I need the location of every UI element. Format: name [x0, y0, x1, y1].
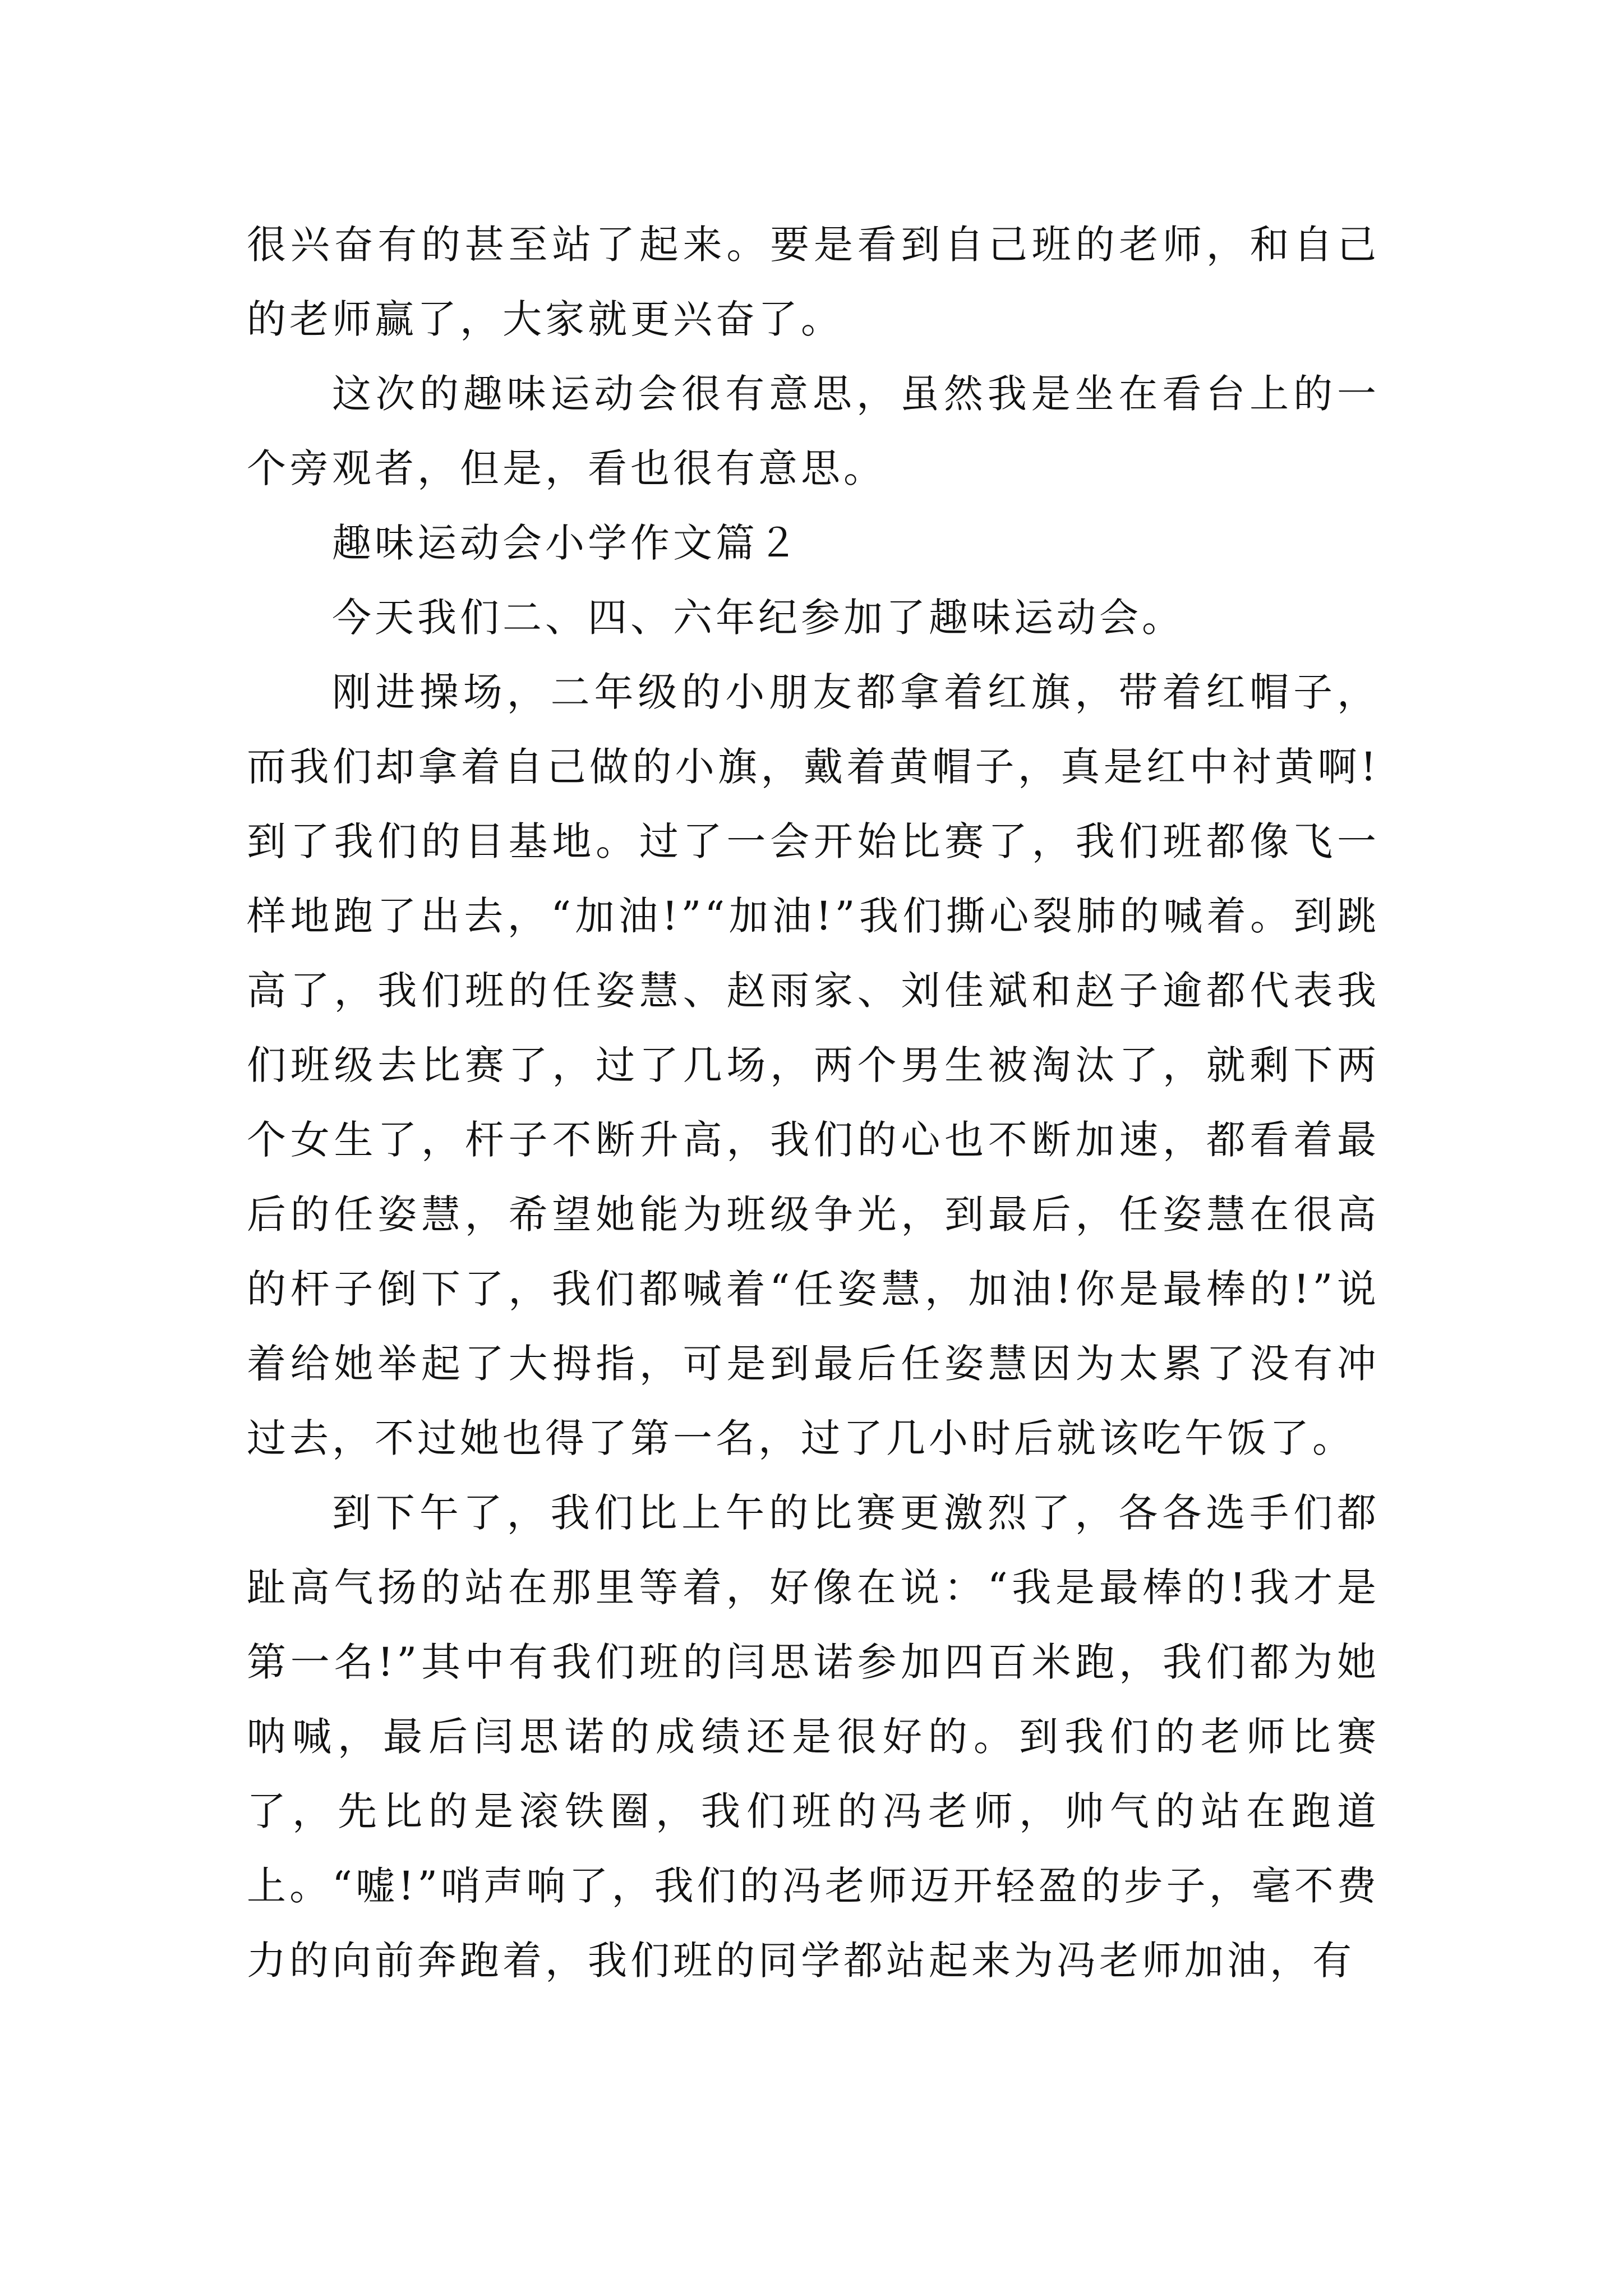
section-heading: 趣味运动会小学作文篇２: [332, 520, 801, 566]
paragraph: 今天我们二、四、六年纪参加了趣味运动会。: [332, 595, 1184, 641]
paragraph: 刚进操场，二年级的小朋友都拿着红旗，带着红帽子，而我们却拿着自己做的小旗，戴着黄帽子，真是红中衬黄啊!到了我们的目基地。过了一会开始比赛了，我们班都像飞一样地跑了出去，“加油!”“加油!”我们撕心裂肺的喊着。到跳高了，我们班的任姿慧、赵雨家、刘佳斌和赵子逾都代表我们班级去比赛了，过了几场，两个男生被淘汰了，就剩下两个女生了，杆子不断升高，我们的心也不断加速，都看着最后的任姿慧，希望她能为班级争光，到最后，任姿慧在很高的杆子倒下了，我们都喊着“任姿慧，加油!你是最棒的!”说着给她举起了大拇指，可是到最后任姿慧因为太累了没有冲过去，不过她也得了第一名，过了几小时后就该吃午饭了。: [247, 669, 1380, 1461]
paragraph: 很兴奋有的甚至站了起来。要是看到自己班的老师，和自己的老师赢了，大家就更兴奋了。: [247, 222, 1380, 342]
paragraph: 这次的趣味运动会很有意思，虽然我是坐在看台上的一个旁观者，但是，看也很有意思。: [247, 371, 1380, 491]
article-body: [247, 208, 1380, 1998]
paragraph: 到下午了，我们比上午的比赛更激烈了，各各选手们都趾高气扬的站在那里等着，好像在说：“我是最棒的!我才是第一名!”其中有我们班的闫思诺参加四百米跑，我们都为她呐喊，最后闫思诺的成绩还是很好的。到我们的老师比赛了，先比的是滚铁圈，我们班的冯老师，帅气的站在跑道上。“嘘!”哨声响了，我们的冯老师迈开轻盈的步子，毫不费力的向前奔跑着，我们班的同学都站起来为冯老师加油，有: [247, 1490, 1380, 1984]
